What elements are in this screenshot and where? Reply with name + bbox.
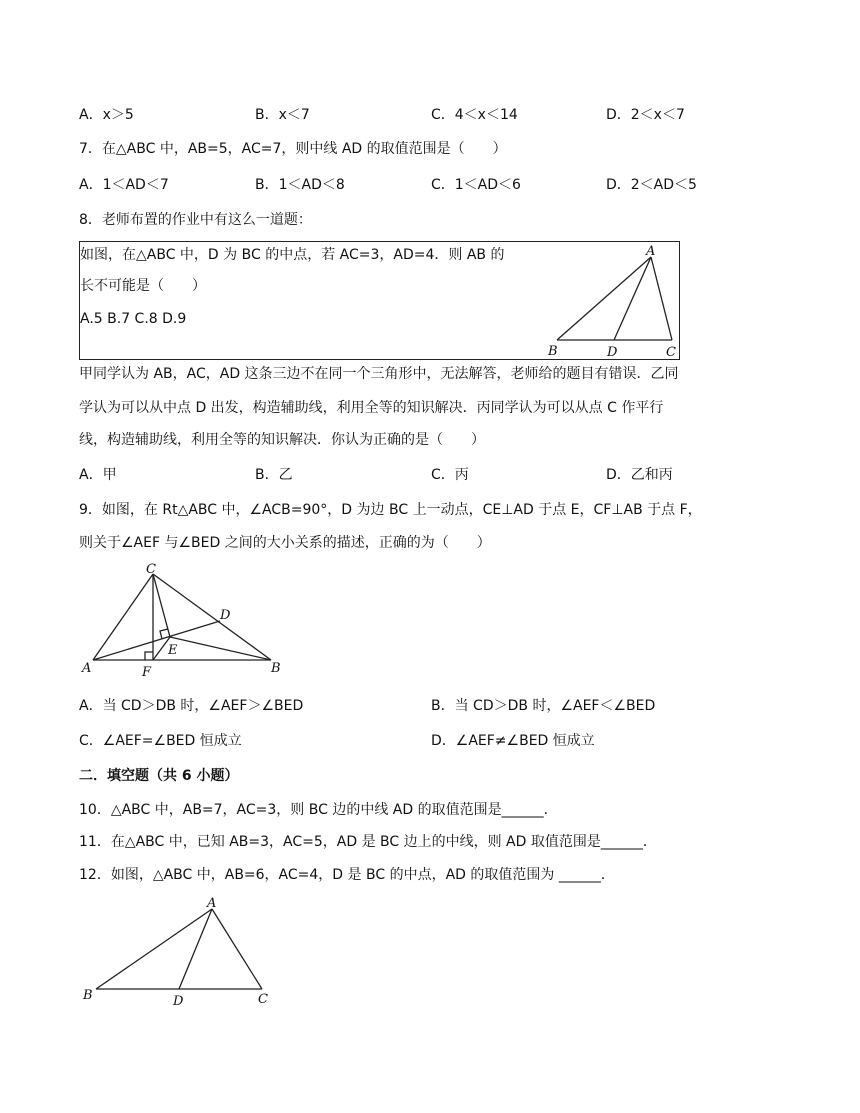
q11-text: 11．在△ABC 中，已知 AB=3，AC=5，AD 是 BC 边上的中线，则 AD 取值范围是______．: [79, 834, 657, 850]
q6-option-b: B．x＜7: [255, 107, 310, 123]
q7-option-b: B．1＜AD＜8: [255, 177, 345, 193]
q9-label-a: A: [82, 661, 92, 676]
q9-label-f: F: [142, 665, 152, 680]
q9-stem-line2: 则关于∠AEF 与∠BED 之间的大小关系的描述，正确的为（ ）: [79, 535, 491, 551]
q8-segment-ad: [614, 257, 651, 340]
q8-option-a: A．甲: [79, 467, 117, 483]
q8-para-line3: 线，构造辅助线，利用全等的知识解决．你认为正确的是（ ）: [79, 432, 485, 448]
q7-option-c: C．1＜AD＜6: [431, 177, 521, 193]
q6-option-a: A．x＞5: [79, 107, 134, 123]
q8-para-line1: 甲同学认为 AB，AC，AD 这条三边不在同一个三角形中，无法解答，老师给的题目有错误．乙同: [79, 366, 679, 382]
q8-option-c: C．丙: [431, 467, 469, 483]
q9-triangle-figure: [78, 560, 288, 682]
q9-option-d: D．∠AEF≠∠BED 恒成立: [431, 733, 595, 749]
q8-label-b: B: [548, 344, 558, 359]
q9-segment-ce: [153, 574, 170, 637]
q9-label-b: B: [271, 661, 281, 676]
q12-triangle-figure: [78, 893, 278, 1009]
q8-para-line2: 学认为可以从中点 D 出发，构造辅助线，利用全等的知识解决．丙同学认为可以从点 C 作平行: [79, 400, 664, 416]
q12-segment-ab: [96, 909, 212, 989]
q8-segment-ab: [557, 257, 651, 340]
q8-box-line2: 长不可能是（ ）: [80, 278, 206, 294]
section2-title: 二．填空题（共 6 小题）: [79, 768, 239, 784]
q10-text: 10．△ABC 中，AB=7，AC=3，则 BC 边的中线 AD 的取值范围是______．: [79, 802, 558, 818]
q12-label-b: B: [83, 988, 93, 1003]
q8-label-c: C: [666, 345, 676, 359]
q12-label-a: A: [207, 896, 217, 911]
q12-label-d: D: [173, 994, 184, 1009]
q9-label-c: C: [146, 562, 156, 577]
q8-segment-ac: [651, 257, 672, 340]
q9-stem-line1: 9．如图，在 Rt△ABC 中，∠ACB=90°，D 为边 BC 上一动点，CE⊥AD 于点 E，CF⊥AB 于点 F，: [79, 502, 702, 518]
q9-label-e: E: [168, 643, 178, 658]
q7-option-a: A．1＜AD＜7: [79, 177, 169, 193]
q6-option-c: C．4＜x＜14: [431, 107, 518, 123]
q8-label-a: A: [646, 244, 656, 259]
q8-box-line1: 如图，在△ABC 中，D 为 BC 的中点，若 AC=3，AD=4．则 AB 的: [80, 247, 505, 263]
q12-stem: 12．如图，△ABC 中，AB=6，AC=4，D 是 BC 的中点，AD 的取值范围为 ______．: [79, 867, 615, 883]
q9-option-a: A．当 CD＞DB 时，∠AEF＞∠BED: [79, 698, 304, 714]
q12-label-c: C: [258, 992, 268, 1007]
q9-segment-ad: [93, 621, 220, 660]
q9-segment-ac: [93, 574, 153, 660]
q8-option-d: D．乙和丙: [606, 467, 673, 483]
q8-stem: 8．老师布置的作业中有这么一道题：: [79, 212, 312, 228]
q8-label-d: D: [607, 345, 618, 359]
q8-option-b: B．乙: [255, 467, 293, 483]
q7-option-d: D．2＜AD＜5: [606, 177, 697, 193]
q9-right-angle-f: [145, 652, 153, 660]
q8-triangle-figure: [540, 242, 678, 359]
q9-option-b: B．当 CD＞DB 时，∠AEF＜∠BED: [431, 698, 656, 714]
q9-option-c: C．∠AEF=∠BED 恒成立: [79, 733, 242, 749]
q12-segment-ac: [212, 909, 262, 989]
q6-option-d: D．2＜x＜7: [606, 107, 685, 123]
q7-stem: 7．在△ABC 中，AB=5，AC=7，则中线 AD 的取值范围是（ ）: [79, 141, 507, 157]
q9-label-d: D: [220, 608, 231, 623]
q8-box-line3: A.5 B.7 C.8 D.9: [80, 311, 187, 327]
